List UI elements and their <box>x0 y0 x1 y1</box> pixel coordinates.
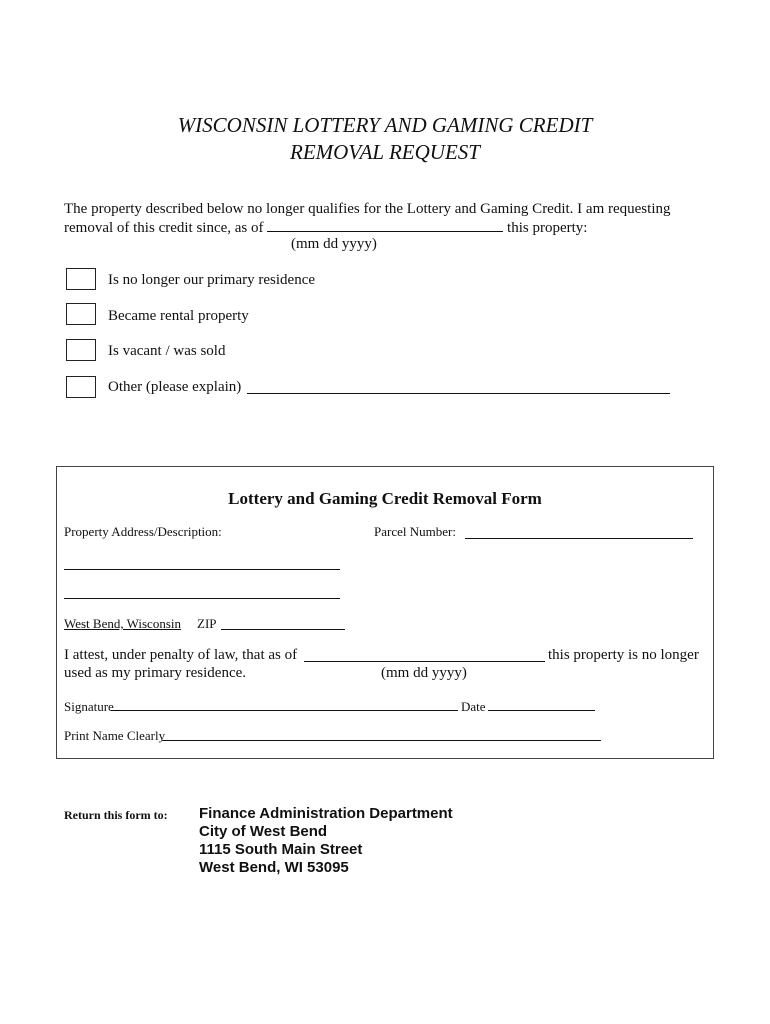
property-address-label: Property Address/Description: <box>64 524 222 539</box>
signature-field[interactable] <box>111 710 458 711</box>
option-label-primary-residence: Is no longer our primary residence <box>108 272 316 288</box>
print-name-field[interactable] <box>162 740 601 741</box>
attest-prefix: I attest, under penalty of law, that as of <box>64 647 298 663</box>
intro-line-2 <box>64 218 587 237</box>
property-address-line-2[interactable] <box>64 598 340 599</box>
removal-date-field[interactable] <box>267 218 503 232</box>
print-name-label: Print Name Clearly <box>64 728 166 743</box>
intro-date-hint: (mm dd yyyy) <box>291 236 377 252</box>
return-label: Return this form to: <box>64 808 168 822</box>
zip-label: ZIP <box>197 616 217 631</box>
signature-date-field[interactable] <box>488 710 595 711</box>
parcel-number-field[interactable] <box>465 538 693 539</box>
return-address-line-1: Finance Administration Department <box>199 805 453 822</box>
checkbox-other[interactable] <box>66 376 96 398</box>
attest-line-2: used as my primary residence. <box>64 665 247 681</box>
removal-form-box <box>56 466 714 759</box>
city-text: West Bend, Wisconsin <box>64 616 181 631</box>
parcel-number-label: Parcel Number: <box>374 524 456 539</box>
intro-line-2-suffix: this property: <box>507 220 588 236</box>
attest-date-hint: (mm dd yyyy) <box>381 665 467 681</box>
form-title: Lottery and Gaming Credit Removal Form <box>228 489 542 508</box>
checkbox-primary-residence[interactable] <box>66 268 96 290</box>
option-label-vacant-sold: Is vacant / was sold <box>108 343 226 359</box>
page-subtitle: REMOVAL REQUEST <box>290 140 480 164</box>
return-address-line-2: City of West Bend <box>199 823 328 840</box>
return-address-line-4: West Bend, WI 53095 <box>199 859 349 876</box>
checkbox-rental-property[interactable] <box>66 303 96 325</box>
option-label-other: Other (please explain) <box>108 379 242 395</box>
intro-line-1: The property described below no longer qualifies for the Lottery and Gaming Credit. I am requesting <box>64 201 671 217</box>
date-label: Date <box>461 699 486 714</box>
attest-suffix: this property is no longer <box>548 647 699 663</box>
checkbox-vacant-sold[interactable] <box>66 339 96 361</box>
attest-line-1 <box>64 646 297 664</box>
other-explain-field[interactable] <box>247 393 670 394</box>
property-address-line-1[interactable] <box>64 569 340 570</box>
intro-line-2-prefix: removal of this credit since, as of <box>64 220 264 236</box>
zip-field[interactable] <box>221 629 345 630</box>
option-label-rental-property: Became rental property <box>108 308 249 324</box>
signature-label: Signature <box>64 699 114 714</box>
page-title: WISCONSIN LOTTERY AND GAMING CREDIT <box>177 113 593 137</box>
return-address-line-3: 1115 South Main Street <box>199 841 363 858</box>
attest-date-field[interactable] <box>304 661 545 662</box>
